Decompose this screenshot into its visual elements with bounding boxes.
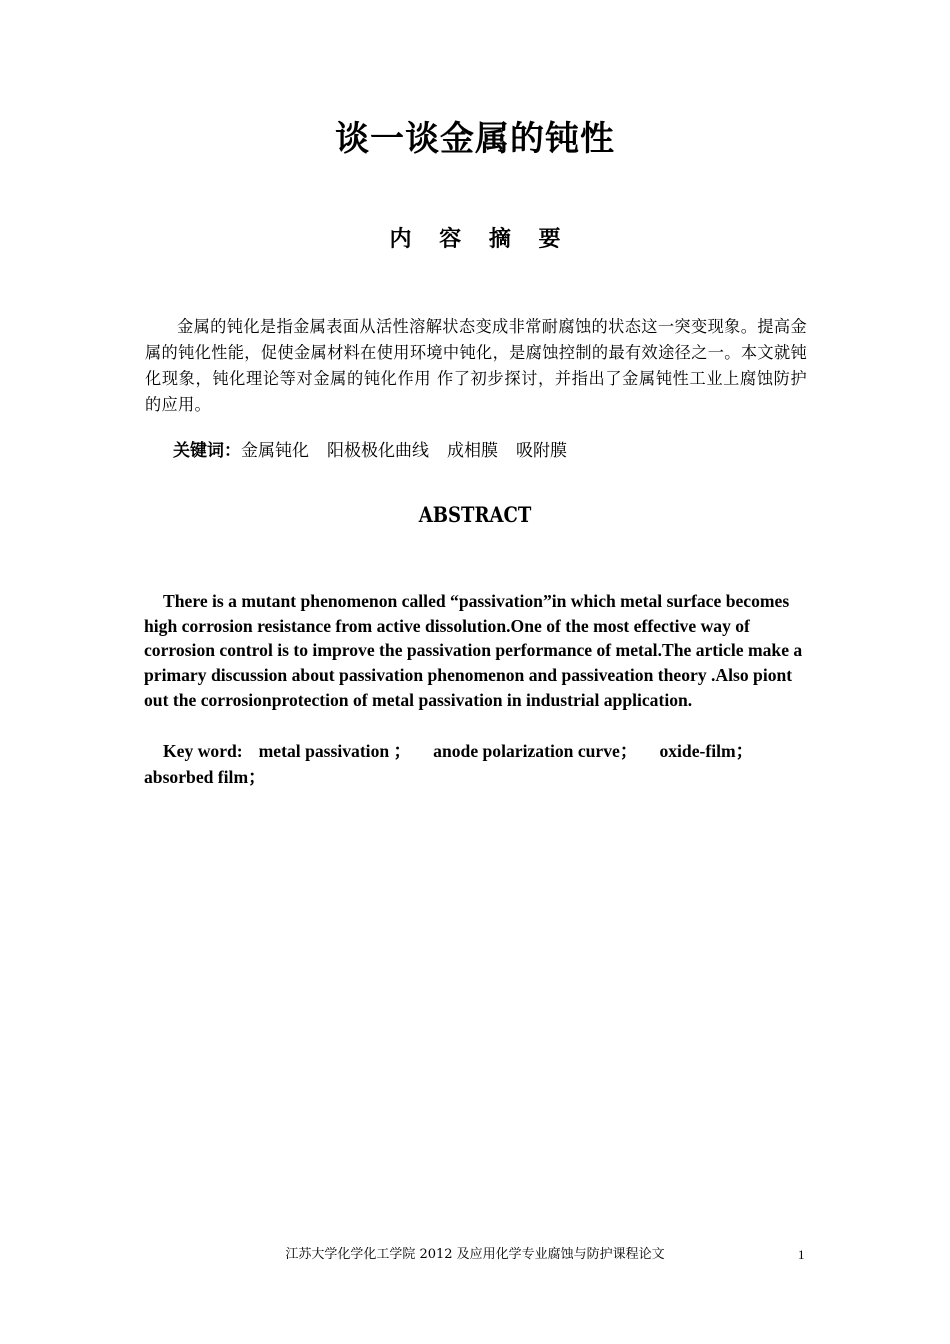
english-keywords-label: Key word: — [163, 741, 243, 761]
summary-heading: 内 容 摘 要 — [389, 227, 571, 252]
page-footer: 江苏大学化学化工学院 2012 及应用化学专业腐蚀与防护课程论文 — [285, 1247, 665, 1262]
english-keyword: absorbed film； — [144, 767, 266, 787]
page-number: 1 — [798, 1247, 805, 1262]
english-keywords — [144, 738, 808, 790]
chinese-keywords — [173, 438, 585, 464]
abstract-heading: ABSTRACT — [418, 502, 532, 527]
chinese-abstract-paragraph: 金属的钝化是指金属表面从活性溶解状态变成非常耐腐蚀的状态这一突变现象。提高金属的钝化性能，促使金属材料在使用环境中钝化，是腐蚀控制的最有效途径之一。本文就钝化现象，钝化理论等对金属的钝化作用 作了初步探讨，并指出了金属钝性工业上腐蚀防护的应用。 — [145, 317, 807, 414]
chinese-keyword: 吸附膜 — [516, 441, 567, 461]
english-keyword: anode polarization curve； — [433, 741, 638, 761]
chinese-keyword: 阳极极化曲线 — [327, 441, 429, 461]
chinese-keywords-label: 关键词： — [173, 441, 241, 461]
english-keyword: oxide-film； — [659, 741, 754, 761]
english-keyword: metal passivation ； — [258, 741, 412, 761]
chinese-keyword: 金属钝化 — [241, 441, 309, 461]
chinese-keyword: 成相膜 — [447, 441, 498, 461]
page-title: 谈一谈金属的钝性 — [335, 119, 615, 159]
english-abstract-paragraph: There is a mutant phenomenon called “passivation”in which metal surface becomes high corrosion resistance from active dissolution.One of the most effective way of corrosion control is to improve the passivation performance of metal.The article make a primary discussion about passivation phenomenon and passiveation theory .Also piont out the corrosionprotection of metal passivation in industrial application. — [144, 591, 803, 710]
